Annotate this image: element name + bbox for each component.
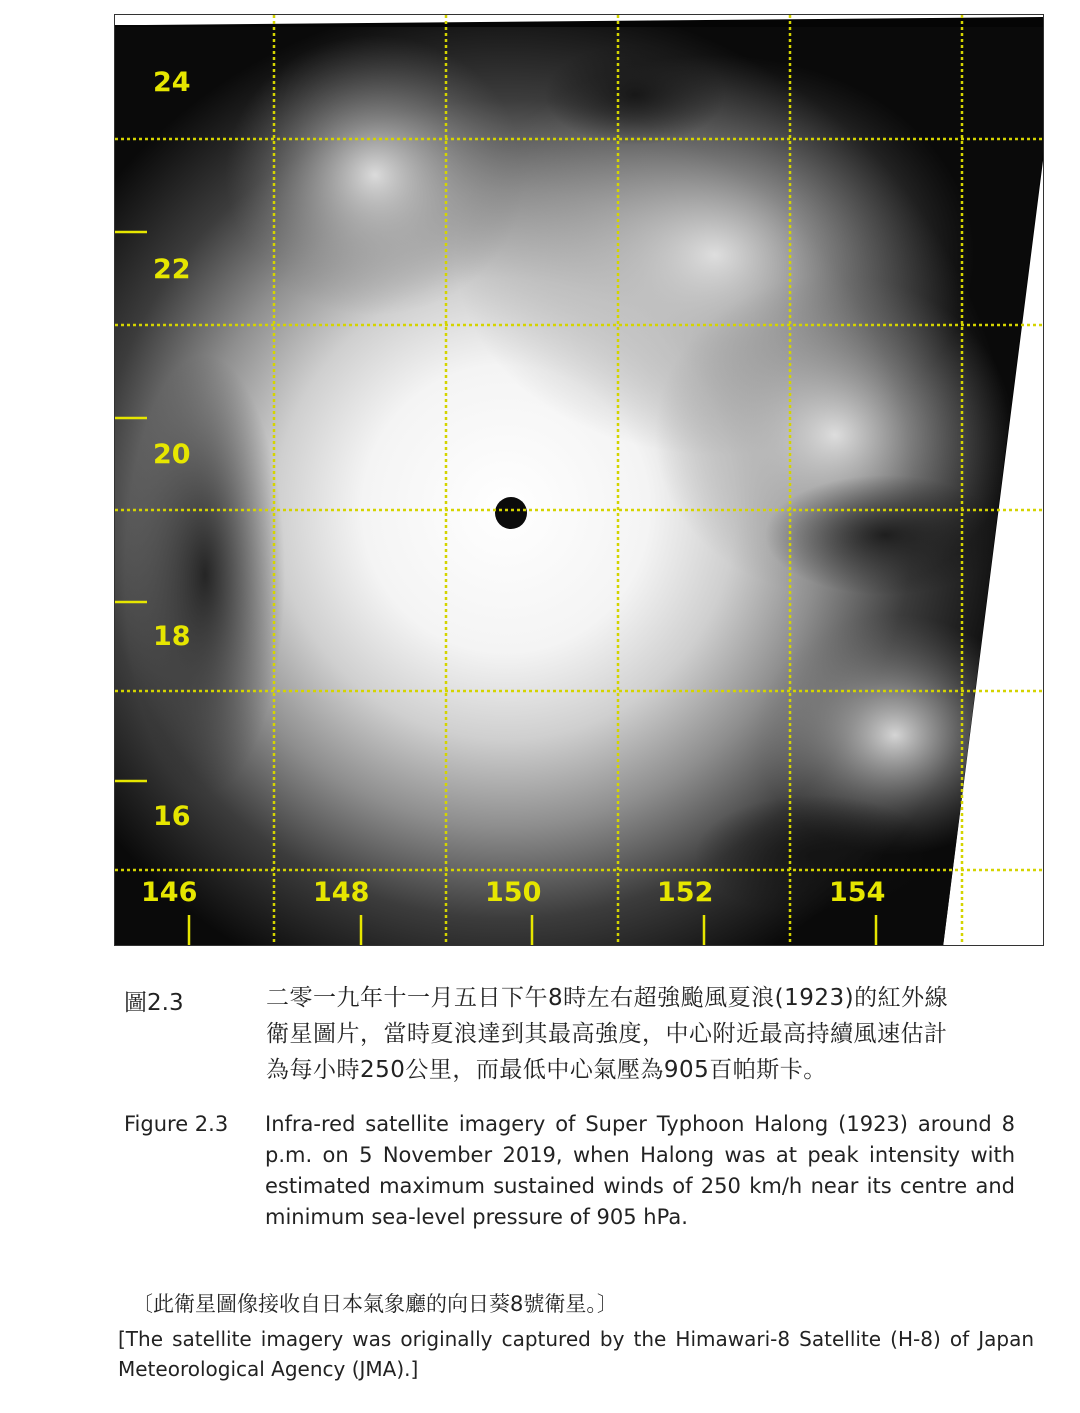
lon-label-146: 146 [141, 877, 198, 908]
satellite-image-svg [115, 15, 1044, 946]
caption-zh-line-2: 衛星圖片，當時夏浪達到其最高強度，中心附近最高持續風速估計 [266, 1021, 948, 1047]
lat-label-24: 24 [153, 67, 191, 98]
caption-zh-label: 圖2.3 [124, 990, 184, 1016]
caption-en-text: Infra-red satellite imagery of Super Typhoon Halong (1923) around 8 p.m. on 5 November 2019, when Halong was at peak intensity with estimated maximum sustained winds of 250 km/h near its centre and minimum sea-level pressure of 905 hPa. [265, 1112, 1015, 1229]
lat-label-18: 18 [153, 621, 191, 652]
lat-label-16: 16 [153, 801, 191, 832]
lat-label-20: 20 [153, 439, 191, 470]
caption-zh-text [266, 980, 1026, 1088]
credit-zh: 〔此衛星圖像接收自日本氣象廳的向日葵8號衛星。〕 [132, 1292, 618, 1316]
lon-label-152: 152 [657, 877, 714, 908]
typhoon-eye [495, 497, 527, 529]
caption-en-label: Figure 2.3 [124, 1112, 229, 1136]
lat-label-22: 22 [153, 254, 191, 285]
caption-zh-line-1: 二零一九年十一月五日下午8時左右超強颱風夏浪(1923)的紅外線 [266, 985, 949, 1011]
credit-en: [The satellite imagery was originally captured by the Himawari-8 Satellite (H-8) of Japan Meteorological Agency (JMA).] [118, 1327, 1034, 1381]
lon-label-150: 150 [485, 877, 542, 908]
lon-label-154: 154 [829, 877, 886, 908]
lon-label-148: 148 [313, 877, 370, 908]
satellite-image [114, 14, 1044, 946]
caption-zh-line-3: 為每小時250公里，而最低中心氣壓為905百帕斯卡。 [266, 1057, 827, 1083]
